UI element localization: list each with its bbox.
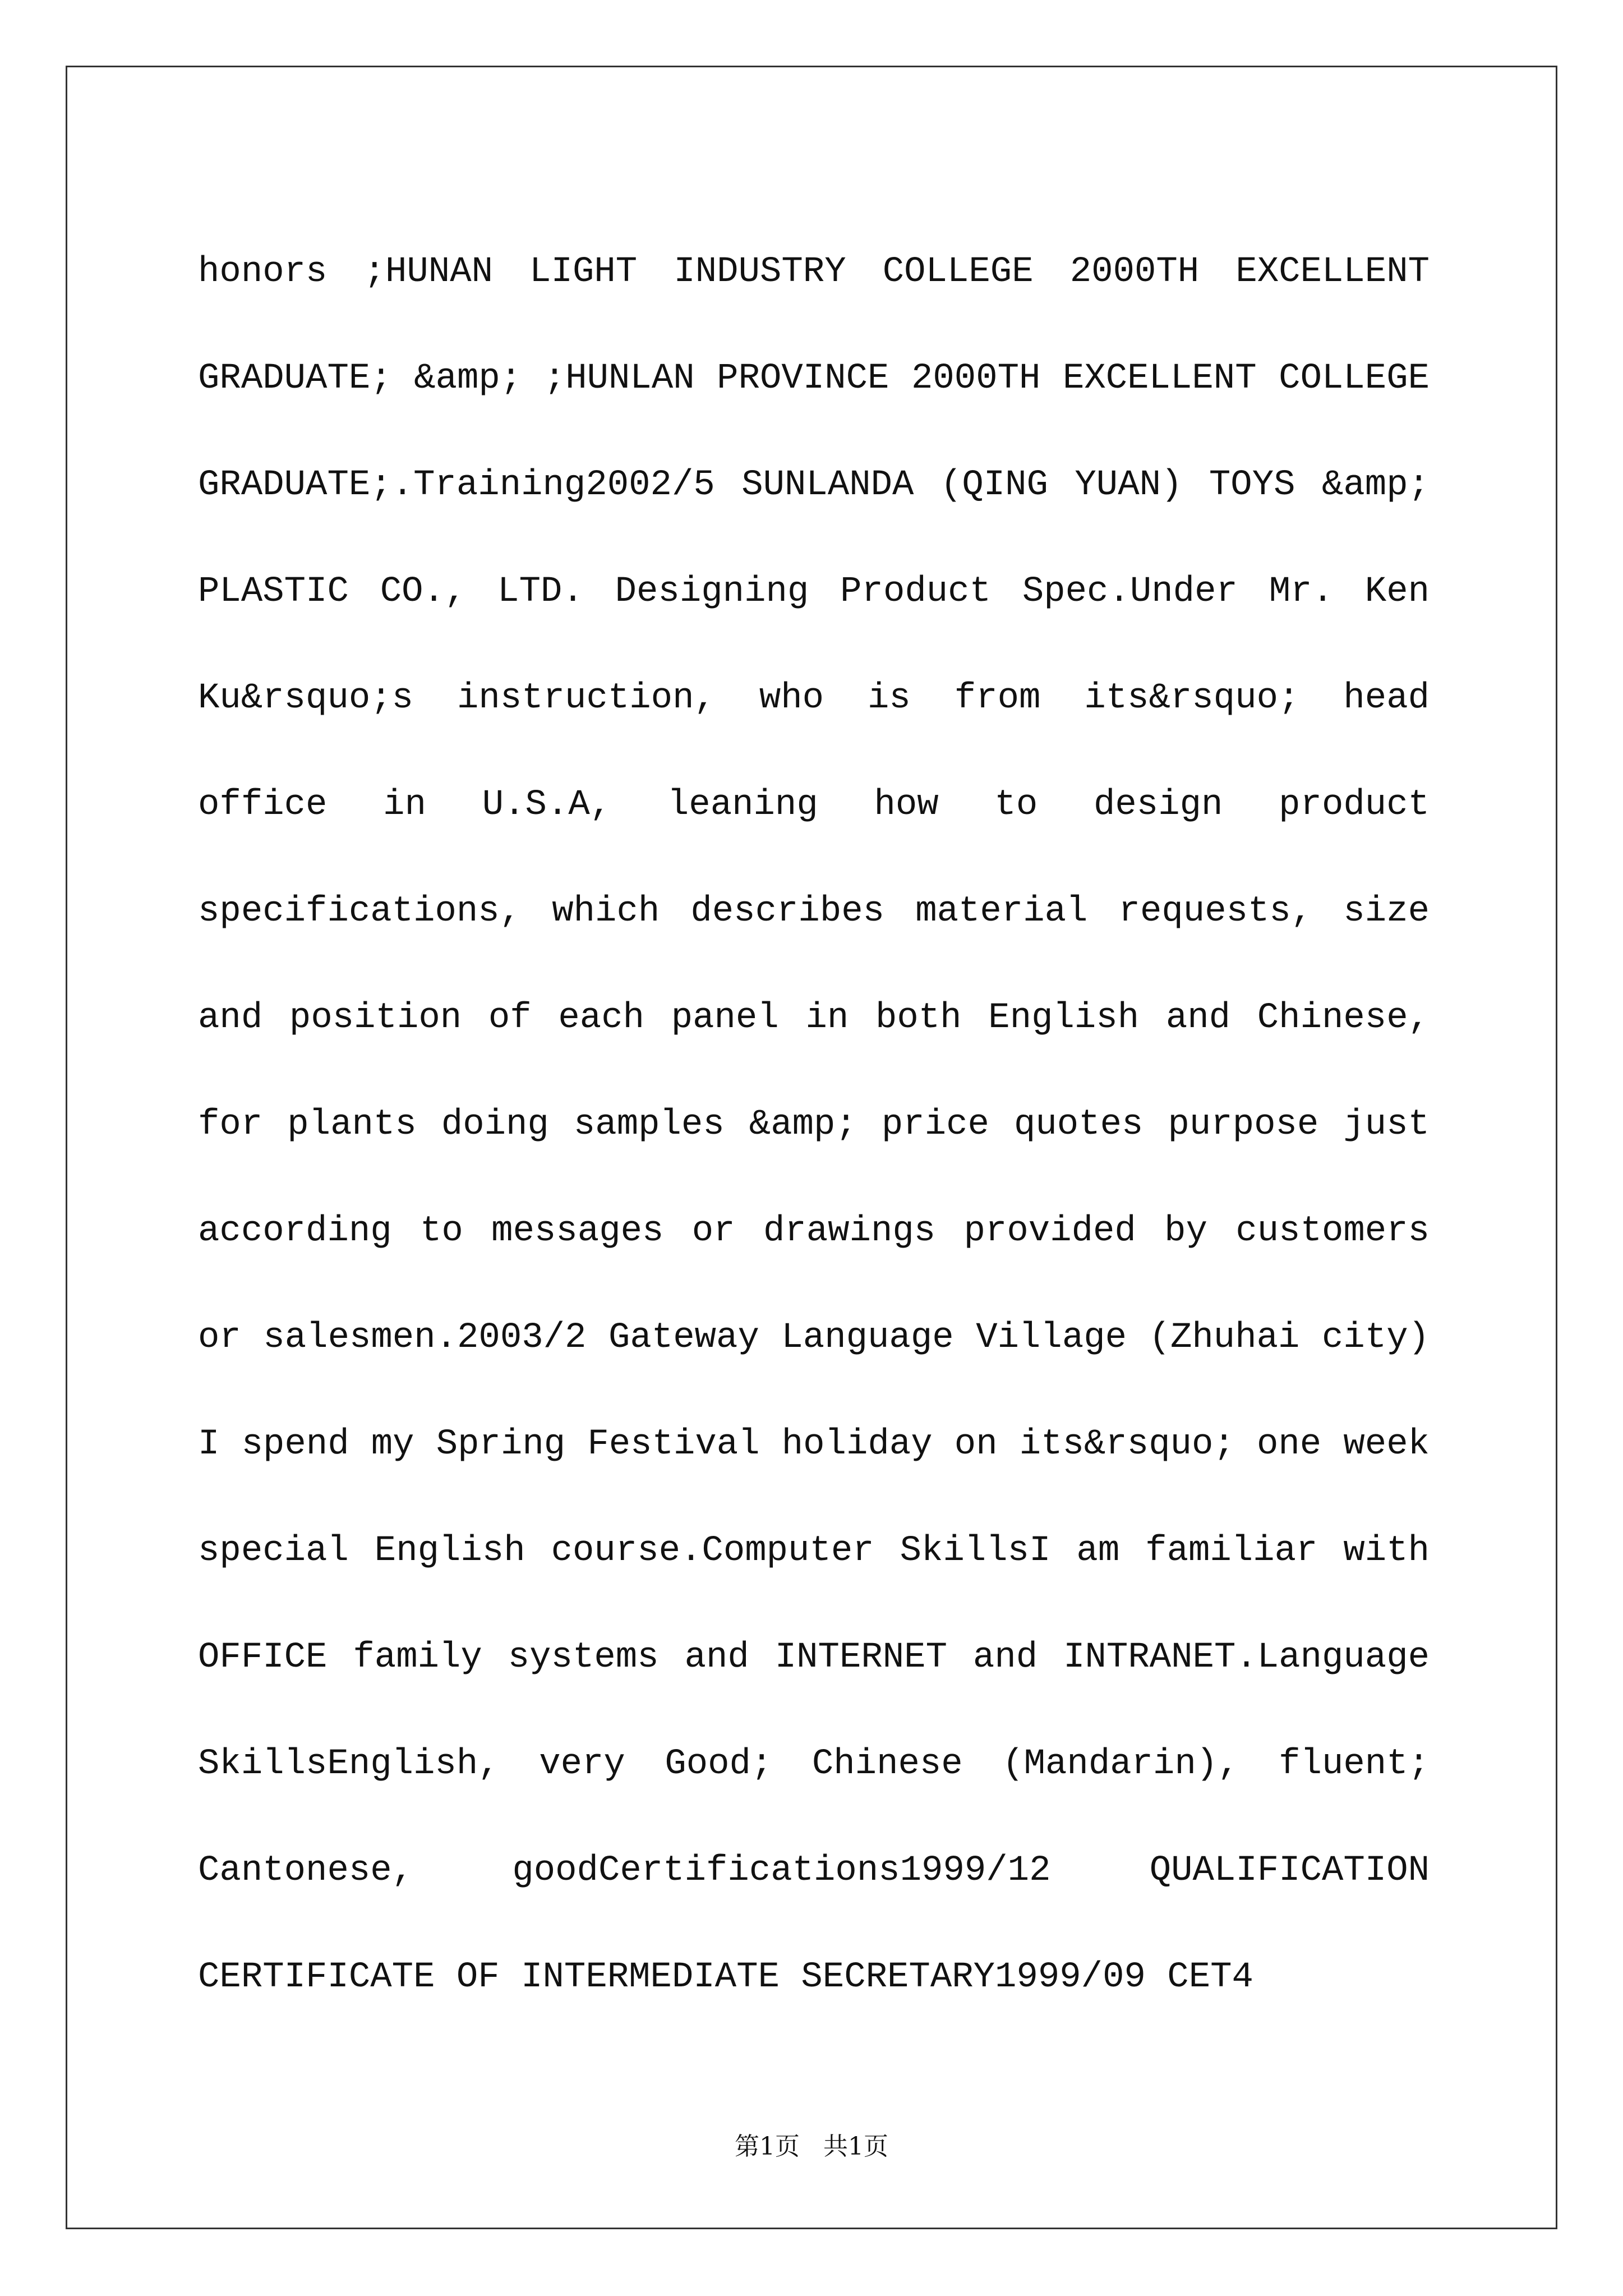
- page-number-label: 第1页: [735, 2132, 800, 2161]
- document-body-text: honors ;HUNAN LIGHT INDUSTRY COLLEGE 2000TH EXCELLENT GRADUATE; &amp; ;HUNLAN PROVINCE 2000TH EXCELLENT COLLEGE GRADUATE;.Training2002/5 SUNLANDA (QING YUAN) TOYS &amp; PLASTIC CO., LTD. Designing Product Spec.Under Mr. Ken Ku&rsquo;s instruction, who is from its&rsquo; head office in U.S.A, leaning how to design product specifications, which describes material requests, size and position of each panel in both English and Chinese, for plants doing samples &amp; price quotes purpose just according to messages or drawings provided by customers or salesmen.2003/2 Gateway Language Village (Zhuhai city) I spend my Spring Festival holiday on its&rsquo; one week special English course.Computer SkillsI am familiar with OFFICE family systems and INTERNET and INTRANET.Language SkillsEnglish, very Good; Chinese (Mandarin), fluent; Cantonese, goodCertifications1999/12 QUALIFICATION CERTIFICATE OF INTERMEDIATE SECRETARY1999/09 CET4: [198, 252, 1430, 1998]
- total-pages-label: 共1页: [823, 2132, 888, 2161]
- page-footer: [0, 2126, 1623, 2162]
- footer-gap: [800, 2132, 823, 2161]
